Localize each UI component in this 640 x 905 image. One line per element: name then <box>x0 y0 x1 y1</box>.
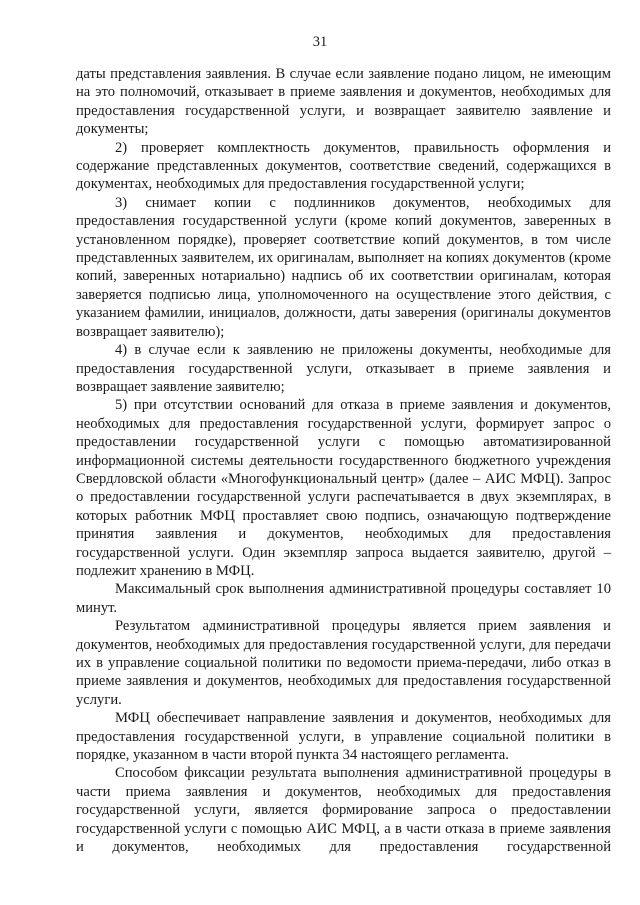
paragraph-item-2: 2) проверяет комплектность документов, правильность оформления и содержание представленных документов, соответствие сведений, содержащихся в документах, необходимых для предоставления государственной услуги; <box>76 139 611 193</box>
paragraph-procedure-result: Результатом административной процедуры является прием заявления и документов, необходимых для предоставления государственной услуги, для передачи их в управление социальной политики по ведомости приема-передачи, либо отказ в приеме заявления и документов, необходимых для предоставления государственной услуги. <box>76 618 611 708</box>
document-body <box>76 65 611 856</box>
paragraph-max-duration: Максимальный срок выполнения административной процедуры составляет 10 минут. <box>76 581 611 616</box>
paragraph-item-5: 5) при отсутствии оснований для отказа в приеме заявления и документов, необходимых для предоставления государственной услуги, формирует запрос о предоставлении государственной услуги с помощью автоматизированной информационной системы деятельности государственного бюджетного учреждения Свердловской области «Многофункциональный центр» (далее – АИС МФЦ). Запрос о предоставлении государственной услуги распечатывается в двух экземплярах, в которых работник МФЦ проставляет свою подпись, означающую подтверждение принятия заявления и документов, необходимых для предоставления государственной услуги. Один экземпляр запроса выдается заявителю, другой – подлежит хранению в МФЦ. <box>76 397 611 579</box>
page-number: 31 <box>312 34 328 50</box>
paragraph-item-4: 4) в случае если к заявлению не приложены документы, необходимые для предоставления государственной услуги, отказывает в приеме заявления и возвращает заявление заявителю; <box>76 342 611 395</box>
paragraph-item-3: 3) снимает копии с подлинников документов, необходимых для предоставления государственной услуги (кроме копий документов, заверенных в установленном порядке), проверяет соответствие копий документов, в том числе представленных заявителем, их оригиналам, выполняет на копиях документов (кроме копий, заверенных нотариально) надпись об их соответствии оригиналам, которая заверяется подписью лица, уполномоченного на осуществление этого действия, с указанием фамилии, инициалов, должности, даты заверения (оригиналы документов возвращает заявителю); <box>76 194 611 340</box>
paragraph-mfc-transfer: МФЦ обеспечивает направление заявления и документов, необходимых для предоставления государственной услуги, в управление социальной политики в порядке, указанном в части второй пункта 34 настоящего регламента. <box>76 710 611 764</box>
paragraph-continuation: даты представления заявления. В случае если заявление подано лицом, не имеющим на это полномочий, отказывает в приеме заявления и документов, необходимых для предоставления государственной услуги, и возвращает заявителю заявление и документы; <box>76 66 611 138</box>
paragraph-result-fixation: Способом фиксации результата выполнения административной процедуры в части приема заявления и документов, необходимых для предоставления государственной услуги, является формирование запроса о предоставлении государственной услуги с помощью АИС МФЦ, а в части отказа в приеме заявления и документов, необходимых для предоставления государственной <box>76 765 611 856</box>
